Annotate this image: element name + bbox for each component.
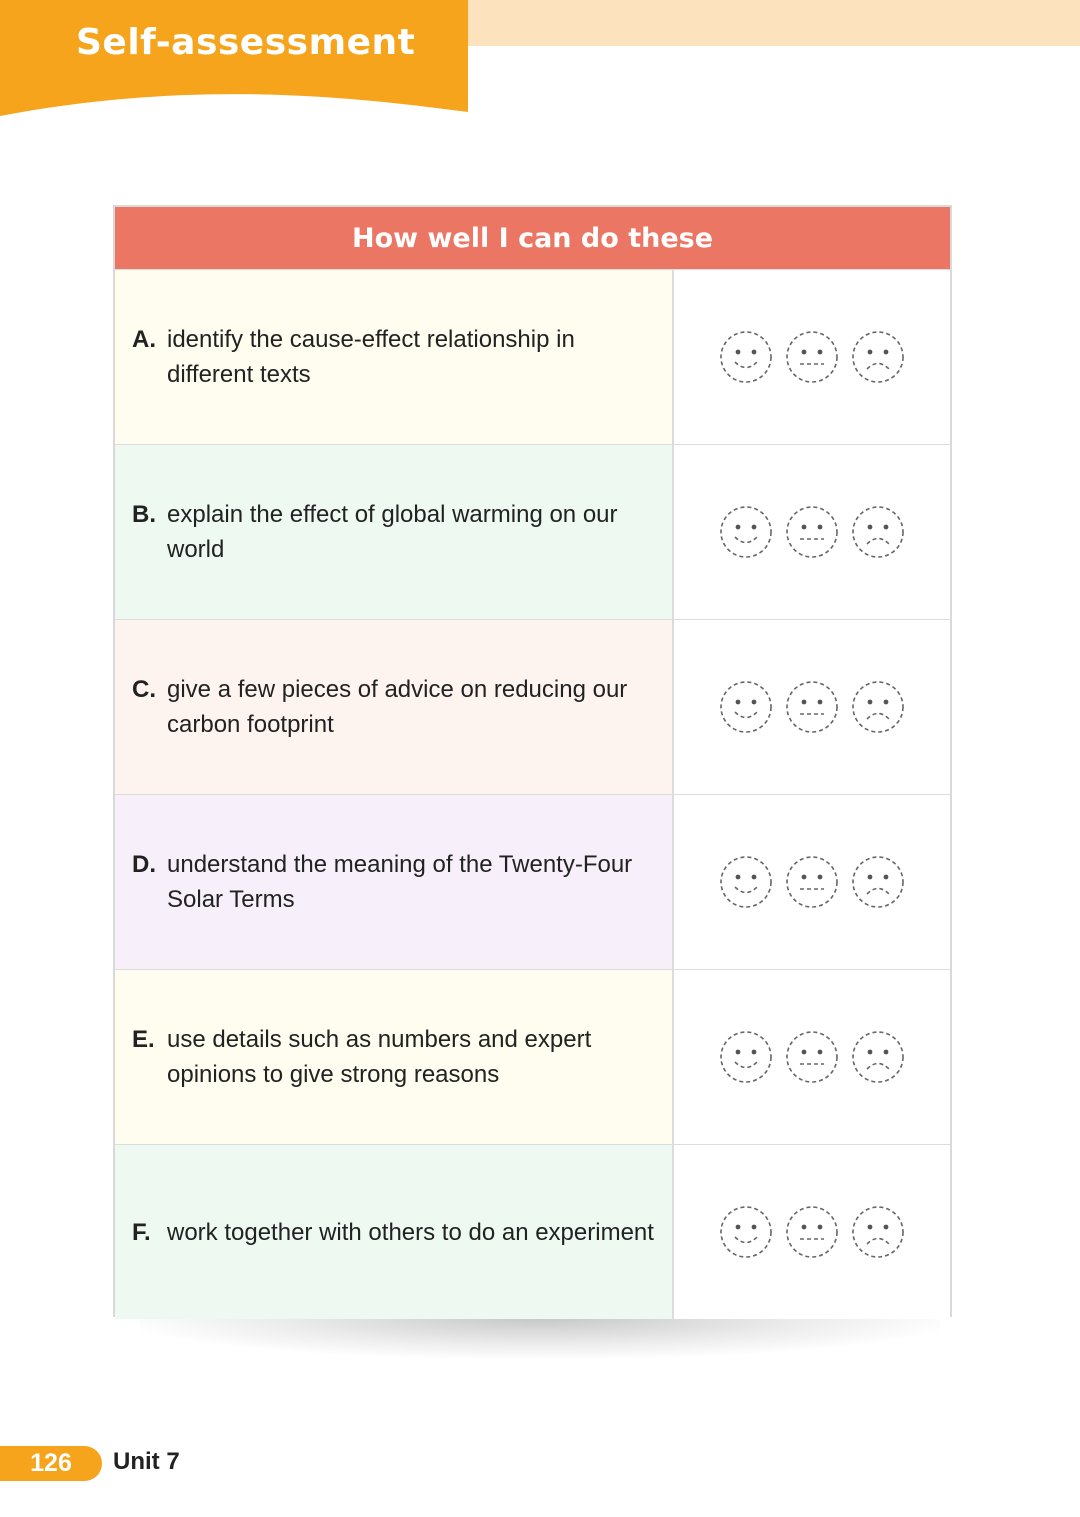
top-color-band [468,0,1080,46]
row-letter: D. [132,851,156,878]
neutral-face-icon[interactable] [784,1029,840,1085]
row-description: use details such as numbers and expert opinions to give strong reasons [167,1026,592,1088]
smiley-face-icon[interactable] [718,854,774,910]
table-row [115,794,950,969]
table-row [115,619,950,794]
rating-faces [674,445,950,619]
table-header: How well I can do these [115,207,950,269]
rating-faces [674,970,950,1144]
row-description: give a few pieces of advice on reducing our carbon footprint [167,676,628,738]
neutral-face-icon[interactable] [784,1204,840,1260]
sad-face-icon[interactable] [850,679,906,735]
row-description: identify the cause-effect relationship in different texts [167,326,575,388]
row-text-cell [115,620,674,794]
page-title: Self-assessment [76,22,416,63]
row-text-cell [115,445,674,619]
rating-faces [674,270,950,444]
sad-face-icon[interactable] [850,504,906,560]
sad-face-icon[interactable] [850,1204,906,1260]
row-letter: E. [132,1026,155,1053]
unit-label: Unit 7 [113,1448,180,1475]
table-row [115,969,950,1144]
smiley-face-icon[interactable] [718,1204,774,1260]
row-letter: A. [132,326,156,353]
smiley-face-icon[interactable] [718,1029,774,1085]
rating-faces [674,1145,950,1319]
neutral-face-icon[interactable] [784,679,840,735]
row-description: explain the effect of global warming on our world [167,501,618,563]
table-row [115,444,950,619]
smiley-face-icon[interactable] [718,679,774,735]
neutral-face-icon[interactable] [784,329,840,385]
neutral-face-icon[interactable] [784,504,840,560]
sad-face-icon[interactable] [850,1029,906,1085]
table-row [115,1144,950,1319]
table-shadow [140,1318,940,1358]
sad-face-icon[interactable] [850,854,906,910]
smiley-face-icon[interactable] [718,329,774,385]
row-text-cell [115,1145,674,1319]
row-text-cell [115,970,674,1144]
row-text-cell [115,795,674,969]
row-text-cell [115,270,674,444]
row-letter: F. [132,1218,151,1246]
self-assessment-table [113,205,952,1317]
sad-face-icon[interactable] [850,329,906,385]
row-description: understand the meaning of the Twenty-Four Solar Terms [167,851,633,913]
neutral-face-icon[interactable] [784,854,840,910]
page-number: 126 [0,1446,102,1481]
smiley-face-icon[interactable] [718,504,774,560]
rating-faces [674,620,950,794]
rating-faces [674,795,950,969]
row-description: work together with others to do an experiment [167,1218,654,1246]
row-letter: C. [132,676,156,703]
row-letter: B. [132,501,156,528]
table-row [115,269,950,444]
